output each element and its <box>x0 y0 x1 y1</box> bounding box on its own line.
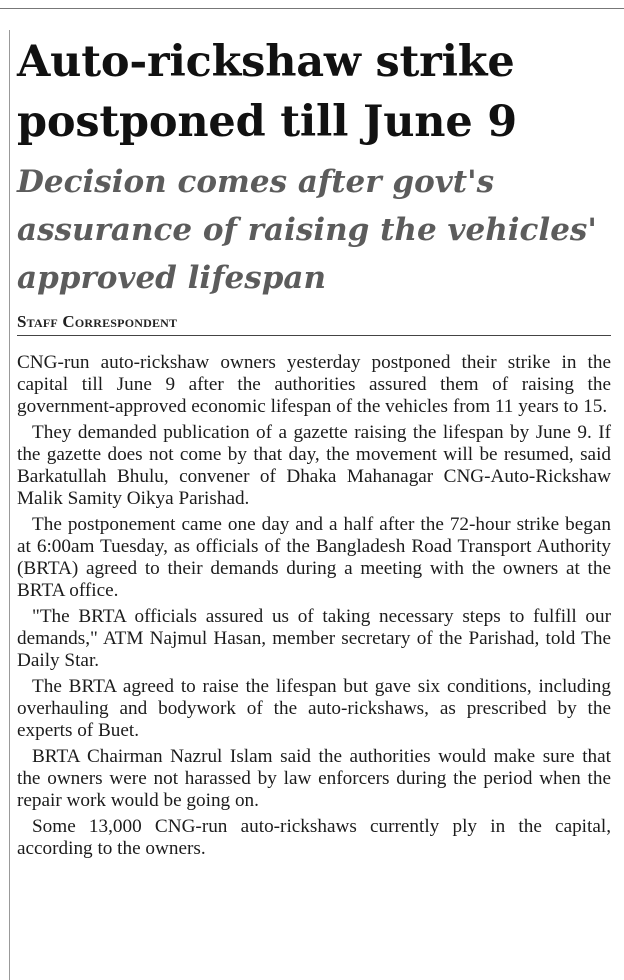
paragraph: The BRTA agreed to raise the lifespan but gave six conditions, including overhauling and bodywork of the auto-rickshaws, as prescribed by the experts of Buet. <box>17 676 611 741</box>
paragraph: The postponement came one day and a half after the 72-hour strike began at 6:00am Tuesday, as officials of the Bangladesh Road Transport Authority (BRTA) agreed to their demands during a meeting with the owners at the BRTA office. <box>17 514 611 601</box>
news-clipping <box>17 32 611 864</box>
paragraph: BRTA Chairman Nazrul Islam said the authorities would make sure that the owners were not harassed by law enforcers during the period when the repair work would be going on. <box>17 746 611 811</box>
paragraph: "The BRTA officials assured us of taking necessary steps to fulfill our demands," ATM Najmul Hasan, member secretary of the Parishad, told The Daily Star. <box>17 606 611 671</box>
paragraph: Some 13,000 CNG-run auto-rickshaws currently ply in the capital, according to the owners. <box>17 816 611 859</box>
byline: Staff Correspondent <box>17 312 611 336</box>
paragraph: They demanded publication of a gazette raising the lifespan by June 9. If the gazette does not come by that day, the movement will be resumed, said Barkatullah Bhulu, convener of Dhaka Mahanagar CNG-Auto-Rickshaw Malik Samity Oikya Parishad. <box>17 422 611 509</box>
headline: Auto-rickshaw strike postponed till June 9 <box>17 37 517 147</box>
left-column-rule <box>9 30 10 980</box>
paragraph: CNG-run auto-rickshaw owners yesterday postponed their strike in the capital till June 9 after the authorities assured them of raising the government-approved economic lifespan of the vehicles from 11 years to 15. <box>17 352 611 417</box>
article-body <box>17 352 611 860</box>
top-rule <box>0 8 624 9</box>
subheadline: Decision comes after govt's assurance of raising the vehicles' approved lifespan <box>17 164 597 296</box>
